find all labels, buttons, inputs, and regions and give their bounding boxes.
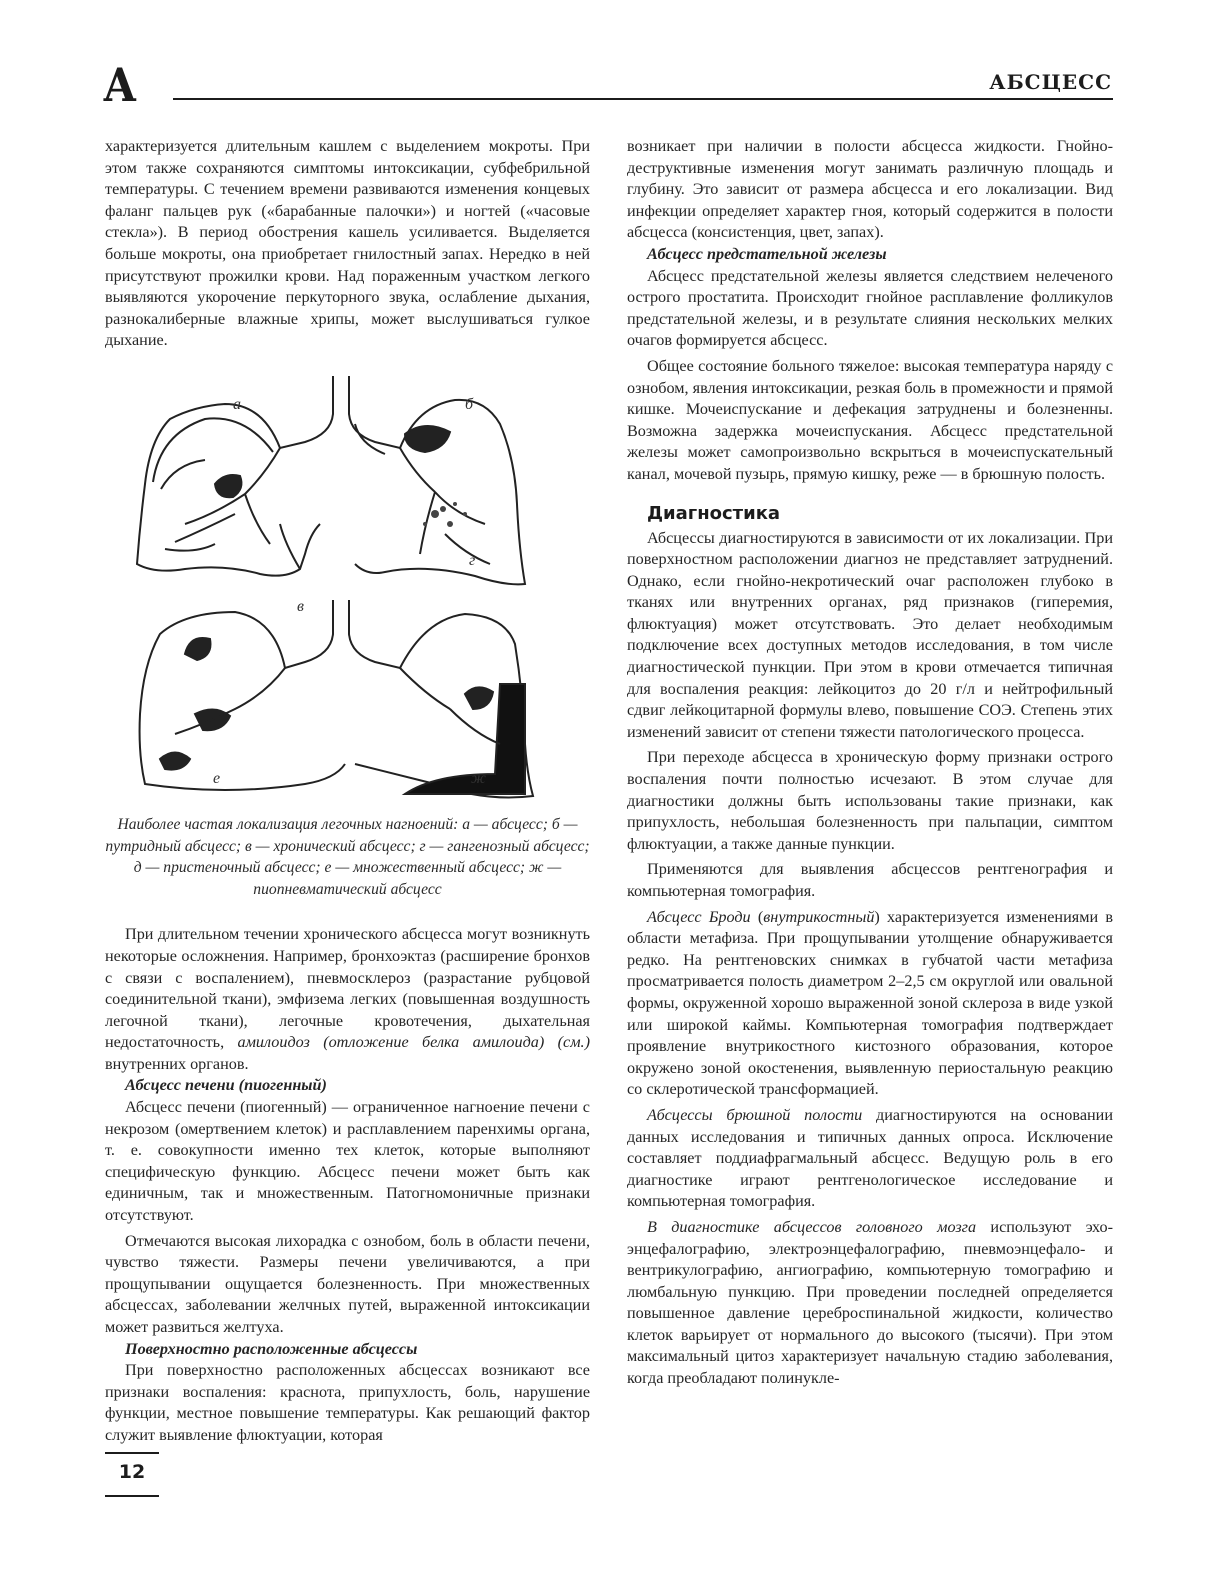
paragraph: Общее состояние больного тяжелое: высокая температура наряду с ознобом, явления интоксикации, резкая боль в промежности и прямой кишке. Мочеиспускание и дефекация затруднены и болезненны. Возможна задержка мочеиспускания. Абсцесс предстательной железы может самопроизвольно вскрыться в мочеиспускательный канал, мочевой пузырь, прямую кишку, реже — в брюшную полость. [627, 356, 1113, 483]
text-run: внутренних органов. [105, 1054, 249, 1073]
paragraph: Абсцессы диагностируются в зависимости от их локализации. При поверхностном расположении диагноз не представляет затруднений. Однако, если гнойно-некротический очаг расположен глубоко в тканях или внутренних органах, ряд признаков (гиперемия, флюктуация) может отсутствовать. Это делает необходимым подключение всех доступных методов исследования, в том числе диагностической пункции. При этом в крови отмечается типичная для воспаления реакция: лейкоцитоз до 20 г/л и нейтрофильный сдвиг лейкоцитарной формулы влево, повышение СОЭ. Степень этих изменений зависит от степени тяжести патологического процесса. [627, 528, 1113, 741]
italic-term: Абсцесс Броди [647, 907, 751, 926]
italic-term: амилоидоз (отложение белка амилоида) [237, 1033, 545, 1052]
text-run: диагностируются на основании данных исследования и типичных данных опроса. Исключение составляет поддиафрагмальный абсцесс. Ведущую роль в его диагностике играют рентгенологическое исследование и компьютерная томография. [627, 1105, 1113, 1211]
paragraph: Отмечаются высокая лихорадка с ознобом, боль в области печени, чувство тяжести. Размеры печени увеличиваются, а при прощупывании ощущается болезненность. При множественных абсцессах, заболевании желчных путей, выраженной интоксикации может развиться желтуха. [105, 1231, 590, 1336]
paragraph: Абсцесс Броди (внутрикостный) характеризуется изменениями в области метафиза. При прощупывании утолщение обнаруживается редко. На рентгеновских снимках в губчатой части метафиза просматривается полость диаметром 2–2,5 см округлой или овальной формы, окруженной хорошо выраженной зоной склероза в виде узкой или широкой каймы. Компьютерная томография подтверждает проявление внутрикостного кистозного образования, которое окружено зоной окостенения, выявленную периостальную реакцию со склеротической трансформацией. [627, 907, 1113, 1099]
lung-illustration-figure [105, 364, 590, 804]
text-run: При длительном течении хронического абсцесса могут возникнуть некоторые осложнения. Например, бронхоэктаз (расширение бронхов с связи с воспалением), пневмосклероз (разрастание рубцовой соединительной ткани), эмфизема легких (повышенная воздушность легочной ткани), легочные кровотечения, дыхательная недостаточность, [105, 925, 590, 1052]
subheading-prostate-abscess: Абсцесс предстательной железы [647, 244, 887, 263]
header-rule [173, 98, 1113, 100]
running-head-title: АБСЦЕСС [989, 70, 1112, 94]
right-column [627, 136, 1113, 1390]
page-number: 12 [118, 1461, 146, 1483]
paragraph: характеризуется длительным кашлем с выделением мокроты. При этом также сохраняются симптомы интоксикации, субфебрильной температуры. С течением времени развиваются изменения концевых фаланг пальцев рук («барабанные палочки») и ногтей («часовые стекла»). В период обострения кашель усиливается. Выделяется больше мокроты, она приобретает гнилостный запах. Нередко в ней присутствуют прожилки крови. Над пораженным участком легкого выявляются укорочение перкуторного звука, ослабление дыхания, разнокалиберные влажные хрипы, может выслушиваться гулкое дыхание. [105, 137, 590, 350]
text-run: характеризуется изменениями в области метафиза. При прощупывании утолщение обнаруживается редко. На рентгеновских снимках в губчатой части метафиза просматривается полость диаметром 2–2,5 см округлой или овальной формы, окруженной хорошо выраженной зоной склероза в виде узкой или широкой каймы. Компьютерная томография подтверждает проявление внутрикостного кистозного образования, которое окружено зоной окостенения, выявленную периостальную реакцию со склеротической трансформацией. [627, 907, 1113, 1099]
figure-label-b: б [465, 395, 474, 413]
paragraph: Абсцесс печени (пиогенный) — ограниченное нагноение печени с некрозом (омертвением клеток) и расплавлением паренхимы органа, т. е. совокупности именно тех клеток, которые выполняют специфическую функцию. Абсцесс печени может быть как единичным, так и множественным. Патогномоничные признаки отсутствуют. [105, 1098, 590, 1225]
paragraph [627, 1217, 1113, 1390]
text-run: используют эхоэнцефалографию, электроэнцефалографию, пневмоэнцефало- и вентрикулографию, ангиографию, компьютерную томографию и люмбальную пункцию. При проведении последней определяется повышенное давление цереброспинальной жидкости, количество клеток варьирует от нормального до высокого (тысячи). При этом максимальный цитоз характеризует начальную стадию заболевания, когда преобладают полинукле- [627, 1217, 1113, 1388]
figure-label-v: в [297, 597, 304, 615]
subheading-surface-abscesses: Поверхностно расположенные абсцессы [125, 1339, 418, 1358]
figure-label-e: е [213, 769, 221, 787]
figure-caption: Наиболее частая локализация легочных нагноений: а — абсцесс; б — путридный абсцесс; в — хронический абсцесс; г — гангенозный абсцесс; д — пристеночный абсцесс; е — множественный абсцесс; ж — пиопневматический абсцесс [105, 815, 590, 898]
paragraph: возникает при наличии в полости абсцесса жидкости. Гнойнодеструктивные изменения могут занимать различную площадь и глубину. Это зависит от размера абсцесса и его локализации. Вид инфекции определяет характер гноя, который содержится в полости абсцесса (консистенция, цвет, запах). [627, 137, 1113, 242]
italic-term: В диагностике абсцессов головного мозга [647, 1217, 977, 1236]
paragraph: Абсцесс предстательной железы является следствием нелеченого острого простатита. Происходит гнойное расплавление фолликулов предстательной железы, и в результате слияния нескольких мелких очагов формируется абсцесс. [627, 266, 1113, 350]
figure-label-g: г [469, 551, 476, 569]
footer-rule-bottom [105, 1495, 159, 1497]
see-reference-link[interactable]: (см.) [557, 1033, 590, 1052]
paragraph [627, 1105, 1113, 1213]
figure-label-a: а [233, 395, 241, 413]
section-letter: А [103, 58, 137, 112]
section-heading-diagnostics: Диагностика [647, 502, 781, 524]
left-column [105, 136, 590, 1447]
paragraph: При переходе абсцесса в хроническую форму признаки острого воспаления почти полностью исчезают. В этом случае для диагностики должны быть использованы такие признаки, как припухлость, небольшая болезненность при пальпации, симптом флюктуации, а также данные пункции. [627, 748, 1113, 853]
italic-term: Абсцессы брюшной полости [647, 1105, 863, 1124]
figure-label-zh: ж [471, 769, 486, 787]
lung-diagram-illustration [105, 364, 590, 804]
footer-rule-top [105, 1452, 159, 1454]
subheading-liver-abscess: Абсцесс печени (пиогенный) [125, 1076, 327, 1095]
paragraph: При поверхностно расположенных абсцессах возникают все признаки воспаления: краснота, припухлость, боль, нарушение функции, местное повышение температуры. Как решающий фактор служит выявление флюктуации, которая [105, 1361, 590, 1444]
italic-term: внутрикостный [763, 907, 875, 926]
paragraph [105, 924, 590, 1075]
paragraph: Применяются для выявления абсцессов рентгенография и компьютерная томография. [627, 860, 1113, 900]
